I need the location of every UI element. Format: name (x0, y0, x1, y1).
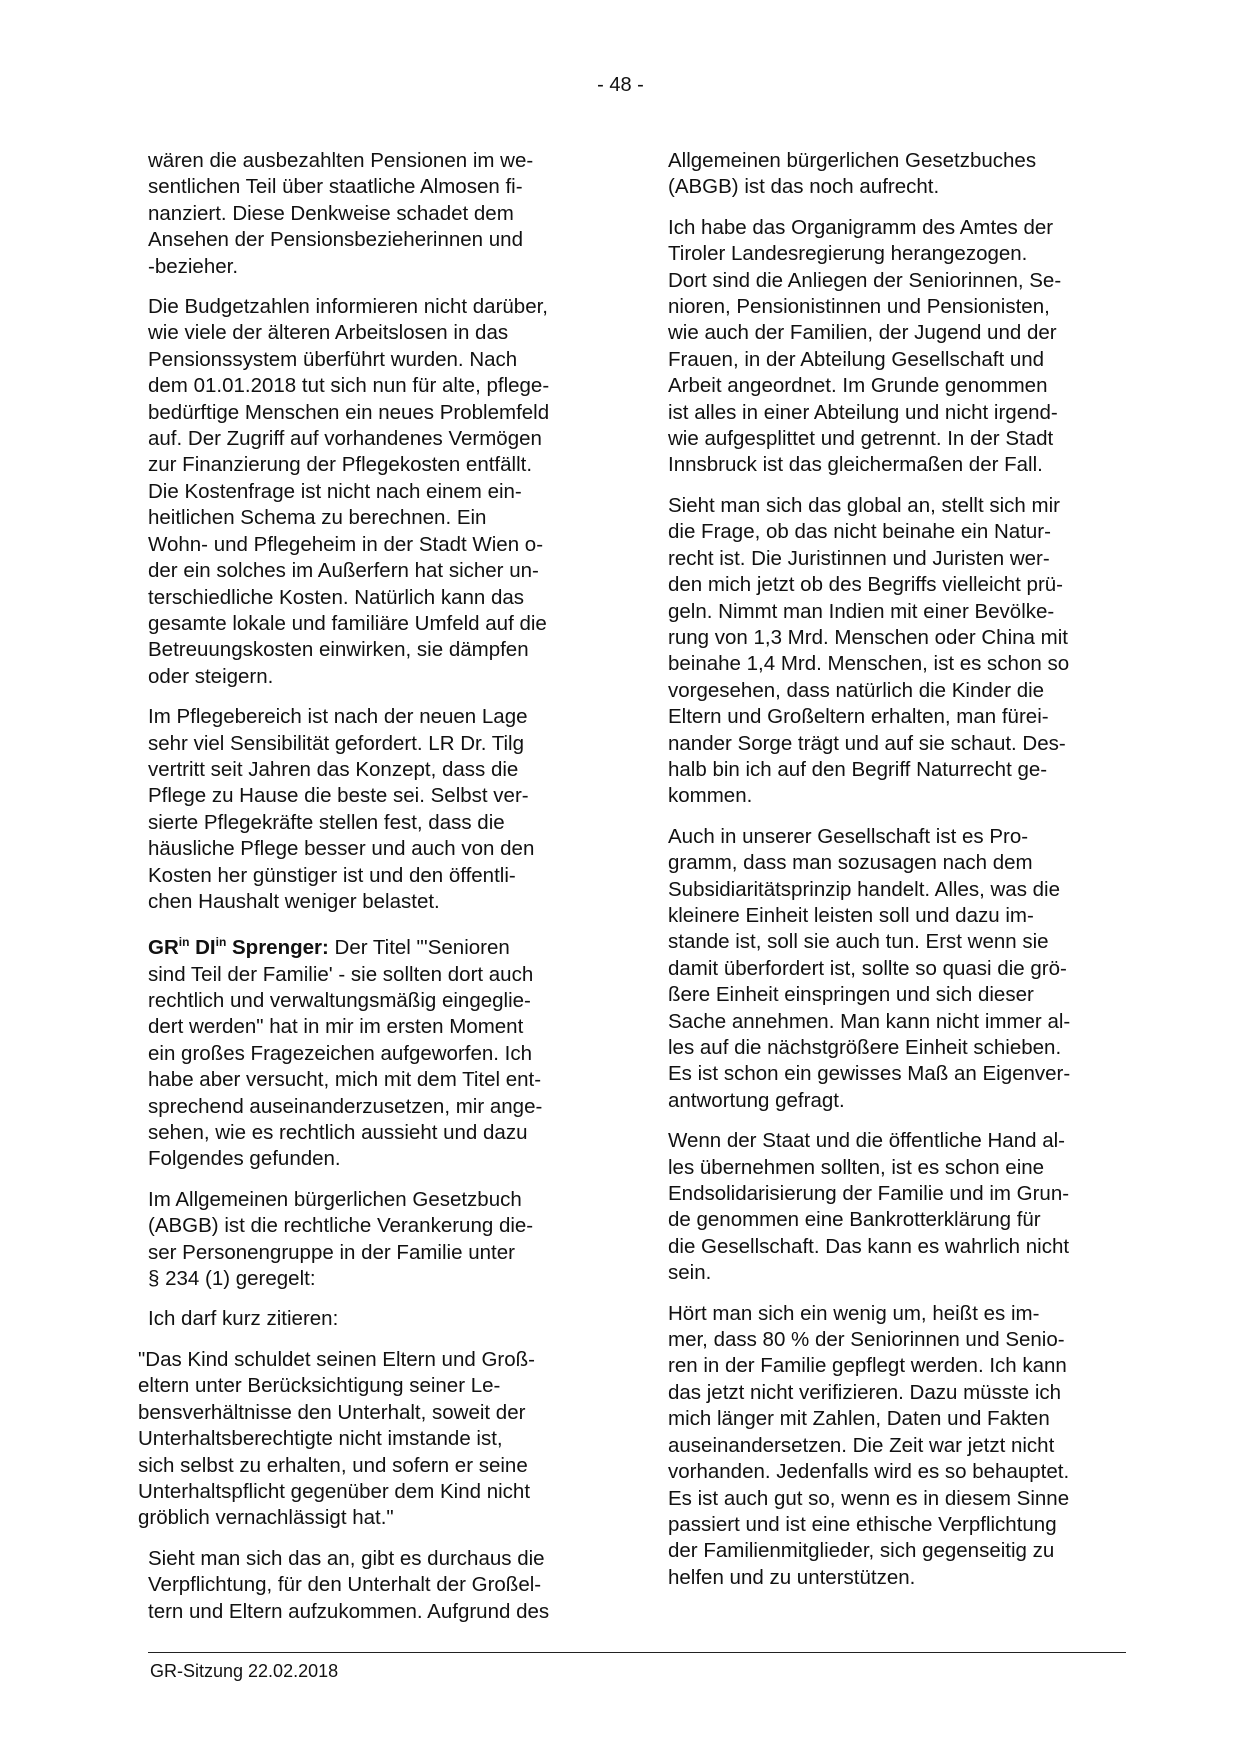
paragraph: wären die ausbezahlten Pensionen im we- sentlichen Teil über staatliche Almosen fi- nanziert. Diese Denkweise schadet dem Ansehen der Pensionsbezieherinnen und -bezieher. (148, 149, 534, 278)
speaker-name (148, 936, 329, 959)
speaker-paragraph (148, 929, 608, 1172)
paragraph: Hört man sich ein wenig um, heißt es im- mer, dass 80 % der Seniorinnen und Senio- ren in der Familie gepflegt werden. Ich kann das jetzt nicht verifizieren. Dazu müsste ich mich länger mit Zahlen, Daten und Fakten auseinandersetzen. Die Zeit war jetzt nicht vorhanden. Jedenfalls wird es so behauptet. Es ist auch gut so, wenn es in diesem Sinne passiert und ist eine ethische Verpflichtung der Familienmitglieder, sich gegenseitig zu helfen und zu unterstützen. (668, 1301, 1070, 1589)
paragraph: Wenn der Staat und die öffentliche Hand al- les übernehmen sollten, ist es schon eine Endsolidarisierung der Familie und im Grun- de genommen eine Bankrotterklärung für die Gesellschaft. Das kann es wahrlich nicht sein. (668, 1129, 1070, 1285)
right-column (668, 148, 1128, 1605)
paragraph: Ich darf kurz zitieren: (148, 1307, 339, 1331)
paragraph: Sieht man sich das an, gibt es durchaus die Verpflichtung, für den Unterhalt der Großel- tern und Eltern aufzukommen. Aufgrund des (148, 1546, 550, 1623)
paragraph: Allgemeinen bürgerlichen Gesetzbuches (ABGB) ist das noch aufrecht. (668, 149, 1037, 199)
speaker-title-di: DI (189, 936, 216, 960)
speaker-text: Der Titel "'Senioren sind Teil der Familie' - sie sollten dort auch rechtlich und verwaltungsmäßig eingeglie- dert werden" hat in mir im ersten Moment ein großes Fragezeichen aufgeworfen. Ich habe aber versucht, mich mit dem Titel ent- sprechend auseinanderzusetzen, mir ange- sehen, wie es rechtlich aussieht und dazu Folgendes gefunden. (148, 936, 543, 1171)
paragraph: Die Budgetzahlen informieren nicht darüber, wie viele der älteren Arbeitslosen in das Pensionssystem überführt wurden. Nach dem 01.01.2018 tut sich nun für alte, pflege- bedürftige Menschen ein neues Problemfeld auf. Der Zugriff auf vorhandenes Vermögen zur Finanzierung der Pflegekosten entfällt. Die Kostenfrage ist nicht nach einem ein- heitlichen Schema zu berechnen. Ein Wohn- und Pflegeheim in der Stadt Wien o- der ein solches im Außerfern hat sicher un- terschiedliche Kosten. Natürlich kann das gesamte lokale und familiäre Umfeld auf die Betreuungskosten einwirken, sie dämpfen oder steigern. (148, 295, 550, 688)
speaker-title-gr-sup: in (178, 935, 190, 950)
speaker-title-di-sup: in (215, 935, 227, 950)
paragraph: Sieht man sich das global an, stellt sich mir die Frage, ob das nicht beinahe ein Natur- recht ist. Die Juristinnen und Juristen wer- den mich jetzt ob des Begriffs vielleicht prü- geln. Nimmt man Indien mit einer Bevölke- rung von 1,3 Mrd. Menschen oder China mit beinahe 1,4 Mrd. Menschen, ist es schon so vorgesehen, dass natürlich die Kinder die Eltern und Großeltern erhalten, man fürei- nander Sorge trägt und auf sie schaut. Des- halb bin ich auf den Begriff Naturrecht ge- kommen. (668, 493, 1070, 808)
legal-quote: "Das Kind schuldet seinen Eltern und Groß- eltern unter Berücksichtigung seiner Le- bensverhältnisse den Unterhalt, soweit der Unterhaltsberechtigte nicht imstande ist, sich selbst zu erhalten, und sofern er seine Unterhaltspflicht gegenüber dem Kind nicht gröblich vernachlässigt hat." (138, 1347, 535, 1530)
footer-divider (148, 1652, 1126, 1653)
paragraph: Auch in unserer Gesellschaft ist es Pro- gramm, dass man sozusagen nach dem Subsidiaritätsprinzip handelt. Alles, was die kleinere Einheit leisten soll und dazu im- stande ist, soll sie auch tun. Erst wenn sie damit überfordert ist, sollte so quasi die grö- ßere Einheit einspringen und sich dieser Sache annehmen. Man kann nicht immer al- les auf die nächstgrößere Einheit schieben. Es ist schon ein gewisses Maß an Eigenver- antwortung gefragt. (668, 824, 1071, 1112)
paragraph: Im Allgemeinen bürgerlichen Gesetzbuch (ABGB) ist die rechtliche Verankerung die- ser Personengruppe in der Familie unter § 234 (1) geregelt: (148, 1187, 534, 1291)
left-column (138, 148, 608, 1639)
speaker-title-gr: GR (148, 936, 179, 960)
speaker-surname: Sprenger: (226, 936, 329, 960)
page-number: - 48 - (597, 74, 644, 96)
paragraph: Ich habe das Organigramm des Amtes der Tiroler Landesregierung herangezogen. Dort sind die Anliegen der Seniorinnen, Se- nioren, Pensionistinnen und Pensionisten, wie auch der Familien, der Jugend und der Frauen, in der Abteilung Gesellschaft und Arbeit angeordnet. Im Grunde genommen ist alles in einer Abteilung und nicht irgend- wie aufgesplittet und getrennt. In der Stadt Innsbruck ist das gleichermaßen der Fall. (668, 215, 1062, 477)
footer-session-date: GR-Sitzung 22.02.2018 (150, 1661, 339, 1681)
paragraph: Im Pflegebereich ist nach der neuen Lage sehr viel Sensibilität gefordert. LR Dr. Tilg vertritt seit Jahren das Konzept, dass die Pflege zu Hause die beste sei. Selbst ver- sierte Pflegekräfte stellen fest, dass die häusliche Pflege besser und auch von den Kosten her günstiger ist und den öffentli- chen Haushalt weniger belastet. (148, 705, 535, 913)
